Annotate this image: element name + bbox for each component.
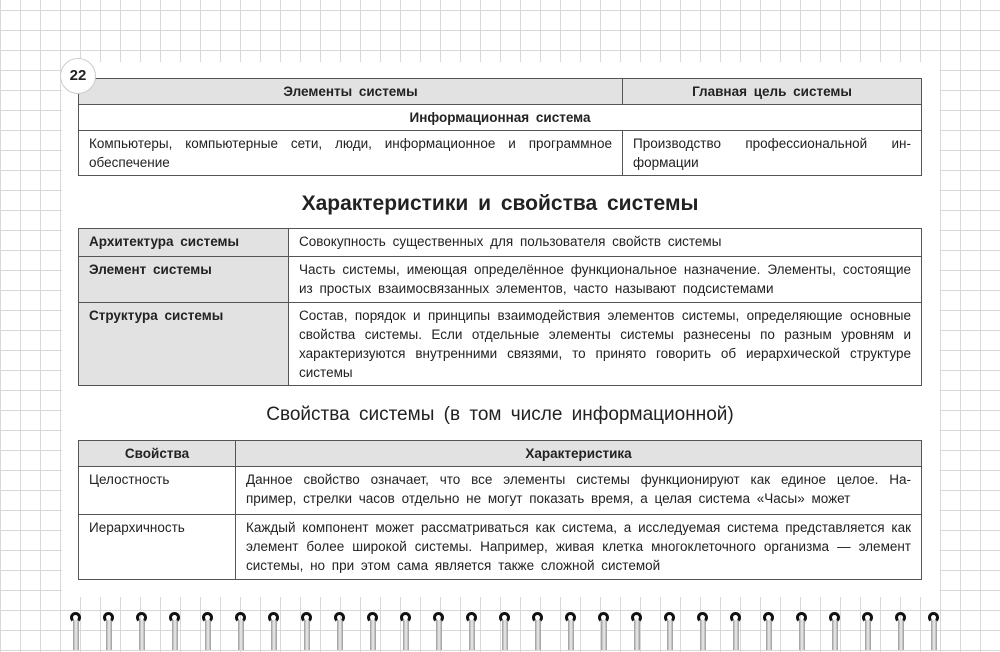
header-description: Характеристика <box>236 441 922 467</box>
header-goal: Главная цель системы <box>623 79 922 105</box>
header-elements: Элементы системы <box>79 79 623 105</box>
spiral-ring-icon <box>367 612 377 652</box>
spiral-ring-icon <box>631 612 641 652</box>
definition-cell: Часть системы, имеющая определённое функциональное назначение. Элементы, состоящие из простых взаимосвязанных элементов, часто называют подсистемами <box>289 257 922 303</box>
spiral-ring-icon <box>202 612 212 652</box>
spiral-ring-icon <box>664 612 674 652</box>
spiral-ring-icon <box>598 612 608 652</box>
spiral-ring-icon <box>400 612 410 652</box>
spiral-ring-icon <box>334 612 344 652</box>
term-cell: Элемент системы <box>79 257 289 303</box>
description-cell: Каждый компонент может рассматриваться как система, а исследуемая система представляется как элемент более широкой системы. Например, живая клетка многоклеточного организма — элемент системы, но при этом сама является также сложной системой <box>236 515 922 580</box>
spiral-ring-icon <box>301 612 311 652</box>
spiral-ring-icon <box>499 612 509 652</box>
spiral-ring-icon <box>235 612 245 652</box>
spiral-binding <box>0 604 1000 644</box>
spiral-ring-icon <box>136 612 146 652</box>
spiral-ring-icon <box>169 612 179 652</box>
spiral-ring-icon <box>862 612 872 652</box>
term-cell: Структура системы <box>79 303 289 386</box>
table-row <box>79 229 922 257</box>
spiral-ring-icon <box>895 612 905 652</box>
goal-cell: Производство профессиональной информации <box>623 131 922 176</box>
description-cell: Данное свойство означает, что все элементы системы функционируют как единое целое. Например, стрелки часов отдельно не могут показать время, а целая система «Часы» может <box>236 467 922 515</box>
characteristics-table <box>78 228 922 386</box>
subheading: Свойства системы (в том числе информационной) <box>266 404 734 425</box>
spiral-ring-icon <box>433 612 443 652</box>
spiral-ring-icon <box>466 612 476 652</box>
spiral-ring-icon <box>532 612 542 652</box>
elements-cell: Компьютеры, компьютерные сети, люди, информационное и программное обеспечение <box>79 131 623 176</box>
spiral-ring-icon <box>829 612 839 652</box>
properties-table <box>78 440 922 580</box>
page-number: 22 <box>60 58 96 94</box>
header-property: Свойства <box>79 441 236 467</box>
table-row <box>79 303 922 386</box>
spiral-ring-icon <box>565 612 575 652</box>
system-elements-table <box>78 78 922 176</box>
definition-cell: Состав, порядок и принципы взаимодействия элементов системы, определяющие основные свойства системы. Если отдельные элементы системы разнесены по разным уровням и характеризуются внутренними связями, то принято говорить об иерархической структуре системы <box>289 303 922 386</box>
definition-cell: Совокупность существенных для пользователя свойств системы <box>289 229 922 257</box>
spiral-ring-icon <box>268 612 278 652</box>
spiral-ring-icon <box>730 612 740 652</box>
spiral-ring-icon <box>70 612 80 652</box>
table-row <box>79 467 922 515</box>
term-cell: Архитектура системы <box>79 229 289 257</box>
spiral-ring-icon <box>763 612 773 652</box>
property-cell: Иерархичность <box>79 515 236 580</box>
section-heading: Характеристики и свойства системы <box>301 192 699 215</box>
table-row <box>79 257 922 303</box>
property-cell: Целостность <box>79 467 236 515</box>
spiral-ring-icon <box>697 612 707 652</box>
section-row: Информационная система <box>79 105 922 131</box>
spiral-ring-icon <box>796 612 806 652</box>
table-row <box>79 515 922 580</box>
spiral-ring-icon <box>928 612 938 652</box>
spiral-ring-icon <box>103 612 113 652</box>
